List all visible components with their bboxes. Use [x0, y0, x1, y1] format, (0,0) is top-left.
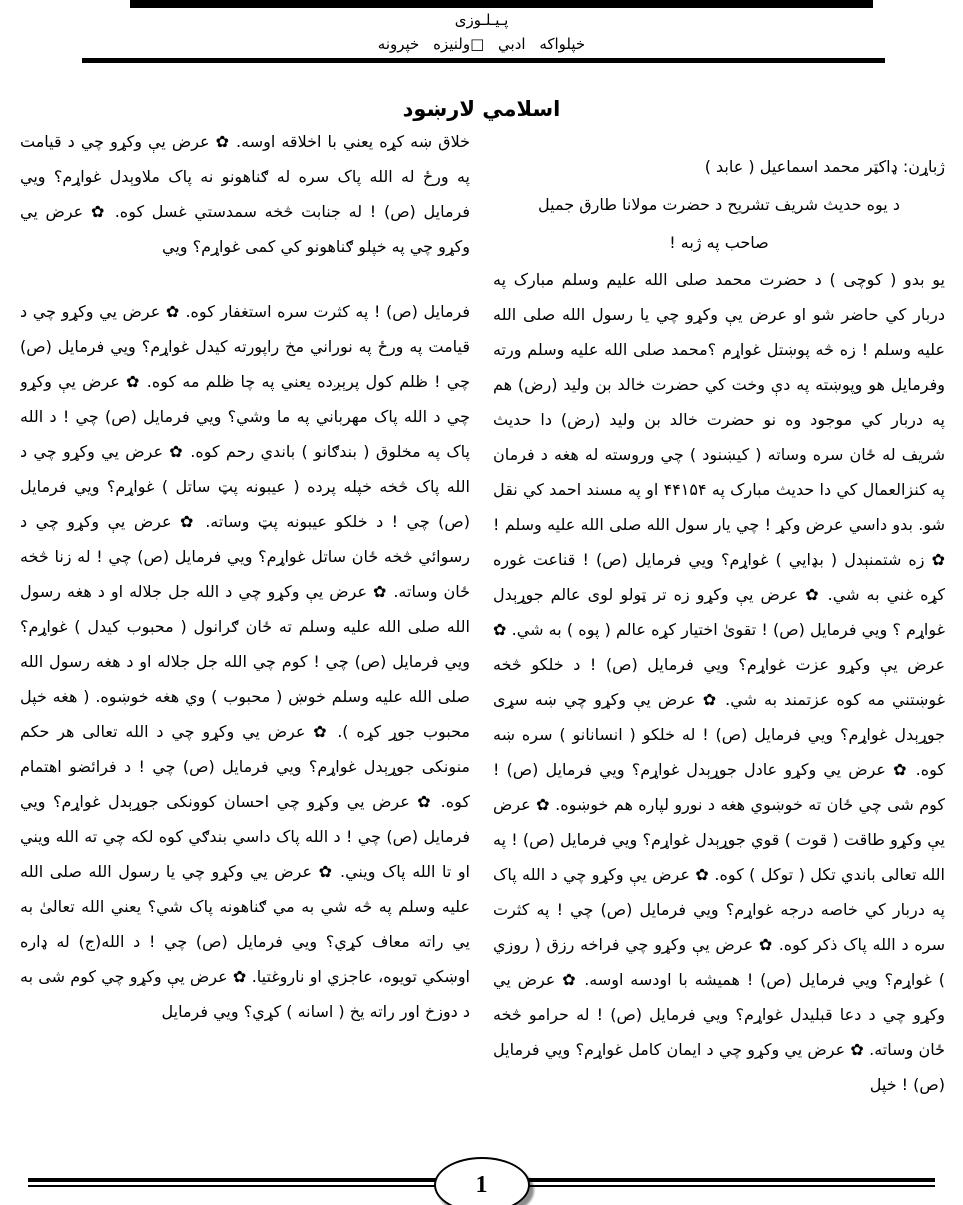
page-number-badge — [434, 1157, 530, 1205]
top-border-bar — [130, 0, 873, 8]
byline-language-note: صاحب په ژبه ! — [669, 233, 769, 252]
column-right — [493, 148, 945, 1160]
page-number: 1 — [475, 1172, 488, 1198]
article-paragraph: خلاق ښه کړه يعني با اخلاقه اوسه. ✿ عرض يې وکړو چي د قيامت په ورځ له الله پاک سره له ګناهونو نه پاک ملاوېدل غواړم؟ ويي فرمايل (ص) ! له جنابت څخه سمدستي غسل کوه. ✿ عرض يي وکړو چي په خپلو ګناهونو کي کمی غواړم؟ ويي — [20, 132, 470, 256]
article-paragraph: فرمايل (ص) ! په کثرت سره استغفار کوه. ✿ عرض يي وکړو چي د قيامت په ورځ په نوراني مخ راپورته کيدل غواړم؟ ويي فرمايل (ص) چي ! ظلم کول پرېږده يعني په چا ظلم مه کوه. ✿ عرض يې وکړو چي د الله پاک مهرباني په ما وشي؟ ويي فرمايل (ص) چي ! د الله پاک په مخلوق ( بندګانو ) باندي رحم کوه. ✿ عرض يي وکړو چي د الله پاک څخه خپله پرده ( عيبونه پټ ساتل ) غواړم؟ ويي فرمايل (ص) چي ! د خلکو عيبونه پټ وساته. ✿ عرض يې وکړو چي د رسوائي څخه ځان ساتل غواړم؟ ويي فرمايل (ص) چي ! له زنا څخه ځان وساته. ✿ عرض يې وکړو چي د الله جل جلاله او د هغه رسول الله صلی الله عليه وسلم ته ځان ګرانول ( محبوب کيدل ) غواړم؟ ويي فرمايل (ص) چي ! کوم چي الله جل جلاله او د هغه رسول الله صلی الله عليه وسلم خوښ ( محبوب ) وي هغه خوښوه. ( هغه خپل محبوب جوړ کړه ). ✿ عرض يي وکړو چي د الله تعالی هر حکم منونکی جوړېدل غواړم؟ ويي فرمايل (ص) چي ! د فرائضو اهتمام کوه. ✿ عرض يي وکړو چي احسان کوونکی جوړېدل غواړم؟ ويي فرمايل (ص) چي ! د الله پاک داسي بندګي کوه لکه چي ته الله ويني او تا الله پاک ويني. ✿ عرض يي وکړو چي يا رسول الله صلی الله عليه وسلم په څه شي به مي ګناهونه پاک شي؟ يعني الله تعالیٰ به يي راته معاف کړي؟ ويي فرمايل (ص) چي ! د الله(ج) له ډاره اوښکي تويوه، عاجزي او ناروغتيا. ✿ عرض يې وکړو چي کوم شی به د دوزخ اور راته يخ ( اسانه ) کړي؟ ويي فرمايل — [20, 302, 470, 1021]
column-left — [20, 124, 470, 1160]
masthead — [0, 9, 963, 56]
publication-subtitle: خپلواکه ادبي □ولنيزه خپرونه — [377, 35, 586, 53]
byline-description: د يوه حديث شريف تشريح د حضرت مولانا طارق جميل — [538, 195, 900, 214]
publication-title: پـيـلـوزی — [454, 11, 509, 29]
article-title: اسلامي لارښود — [402, 97, 561, 121]
byline-translator: ژباړن: ډاکټر محمد اسماعيل ( عابد ) — [704, 157, 945, 176]
header-rule — [82, 58, 885, 63]
article-paragraph: يو بدو ( کوچی ) د حضرت محمد صلی الله عليم وسلم مبارک په دربار کي حاضر شو او عرض يې وکړو چي يا رسول الله صلی الله عليه وسلم ! زه څه پوښتل غواړم ؟محمد صلی الله عليه وسلم ورته وفرمايل هو وپوښته په دې وخت کي حضرت خالد بن وليد (رض) هم په دربار کي موجود وه نو حضرت خالد بن وليد (رض) دا حديث شريف له ځان سره وساته ( کيښنود ) چي وروسته له هغه د فرمان په کنزالعمال کي دا حديث مبارک په ۴۴۱۵۴ او په مسند احمد کي نقل شو. بدو داسي عرض وکړ ! چي يار سول الله صلی الله عليه وسلم ! ✿ زه شتمنېدل ( بډايي ) غواړم؟ ويي فرمايل (ص) ! قناعت غوره کړه غني به شي. ✿ عرض يې وکړو زه تر ټولو لوی عالم جوړېدل غواړم ؟ ويي فرمايل (ص) ! تقویٰ اختيار کړه عالم ( پوه ) به شي. ✿ عرض يې وکړو عزت غواړم؟ ويي فرمايل (ص) ! د خلکو څخه غوښتني مه کوه عزتمند به شي. ✿ عرض يې وکړو چي ښه سړی جوړېدل غواړم؟ ويي فرمايل (ص) ! له خلکو ( انسانانو ) سره ښه کوه. ✿ عرض يي وکړو عادل جوړېدل غواړم؟ ويي فرمايل (ص) ! کوم شی چي ځان ته خوښوي هغه د نورو لپاره هم خوښوه. ✿ عرض يې وکړو طاقت ( قوت ) قوي جوړېدل غواړم؟ ويي فرمايل (ص) ! په الله تعالی باندي تکل ( توکل ) کوه. ✿ عرض يې وکړو چي د الله پاک په دربار کي خاصه درجه غواړم؟ ويي فرمايل (ص) چي ! په کثرت سره د الله پاک ذکر کوه. ✿ عرض يې وکړو چي فراخه رزق ( روزي ) غواړم؟ ويي فرمايل (ص) ! هميشه با اودسه اوسه. ✿ عرض يي وکړو چي د دعا قبليدل غواړم؟ ويي فرمايل (ص) ! له حرامو څخه ځان وساته. ✿ عرض يي وکړو چي د ايمان کامل غواړم؟ ويي فرمايل (ص) ! خپل — [493, 270, 945, 1094]
